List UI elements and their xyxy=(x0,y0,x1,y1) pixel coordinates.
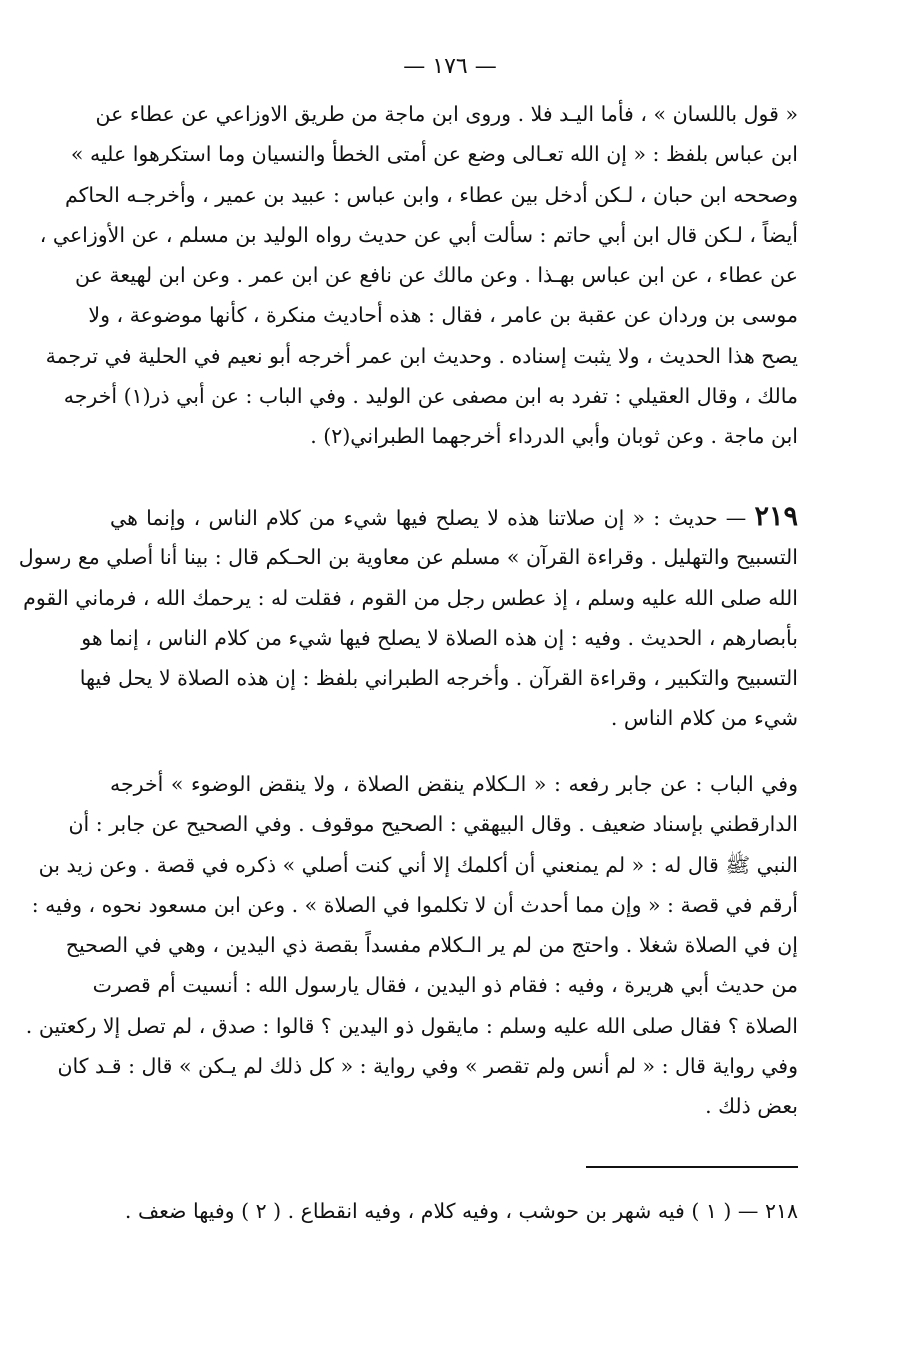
text-line: الصلاة ؟ فقال صلى الله عليه وسلم : مايقول ذو اليدين ؟ قالوا : صدق ، لم تصل إلا ركعتين . xyxy=(25,1013,798,1038)
text-line: النبي ﷺ قال له : « لم يمنعني أن أكلمك إلا أني كنت أصلي » ذكره في قصة . وعن زيد بن xyxy=(38,852,798,877)
footnote-divider xyxy=(586,1166,798,1168)
text-line: مالك ، وقال العقيلي : تفرد به ابن مصفى عن الوليد . وفي الباب : عن أبي ذر(١) أخرجه xyxy=(63,384,798,409)
text-line: إن في الصلاة شغلا . واحتج من لم ير الـكلام مفسداً بقصة ذي اليدين ، وهي في الصحيح xyxy=(65,933,798,958)
text-line: من حديث أبي هريرة ، وفيه : فقام ذو اليدين ، فقال يارسول الله : أنسيت أم قصرت xyxy=(92,973,798,998)
text-line: ابن ماجة . وعن ثوبان وأبي الدرداء أخرجهما الطبراني(٢) . xyxy=(310,424,798,449)
paragraph-3 xyxy=(25,764,798,1127)
text-line: موسى بن وردان عن عقبة بن عامر ، فقال : هذه أحاديث منكرة ، كأنها موضوعة ، ولا xyxy=(88,303,798,328)
footnote: ٢١٨ — ( ١ ) فيه شهر بن حوشب ، وفيه كلام ، وفيه انقطاع . ( ٢ ) وفيها ضعف . xyxy=(124,1199,798,1223)
text-line: عن عطاء ، عن ابن عباس بهـذا . وعن مالك عن نافع عن ابن عمر . وعن ابن لهيعة عن xyxy=(75,263,798,288)
text-line: ابن عباس بلفظ : « إن الله تعـالى وضع عن أمتى الخطأ والنسيان وما استكرهوا عليه » xyxy=(70,142,798,167)
hadith-219 xyxy=(18,497,798,739)
text-line: وفي الباب : عن جابر رفعه : « الـكلام ينقض الصلاة ، ولا ينقض الوضوء » أخرجه xyxy=(110,772,798,796)
text-line: أيضاً ، لـكن قال ابن أبي حاتم : سألت أبي عن حديث رواه الوليد بن مسلم ، عن الأوزاعي ، xyxy=(39,222,798,247)
text-line: التسبيح والتكبير ، وقراءة القرآن . وأخرجه الطبراني بلفظ : إن هذه الصلاة لا يحل فيها xyxy=(79,666,798,691)
text-line: شيء من كلام الناس . xyxy=(610,706,798,731)
text-line: التسبيح والتهليل . وقراءة القرآن » مسلم عن معاوية بن الحـكم قال : بينا أنا أصلي مع رسول xyxy=(18,545,798,570)
paragraph-1 xyxy=(39,94,798,457)
hadith-number: ٢١٩ xyxy=(754,501,798,532)
hadith-first-line xyxy=(110,497,798,537)
hadith-first-line-text: — حديث : « إن صلاتنا هذه لا يصلح فيها شيء من كلام الناس ، وإنما هي xyxy=(110,506,755,530)
text-line: وصححه ابن حبان ، لـكن أدخل بين عطاء ، وابن عباس : عبيد بن عمير ، وأخرجـه الحاكم xyxy=(64,182,798,207)
text-line: بأبصارهم ، الحديث . وفيه : إن هذه الصلاة لا يصلح فيها شيء من كلام الناس ، إنما هو xyxy=(81,625,798,650)
text-line: بعض ذلك . xyxy=(705,1094,798,1119)
text-line: الدارقطني بإسناد ضعيف . وقال البيهقي : الصحيح موقوف . وفي الصحيح عن جابر : أن xyxy=(68,812,798,837)
text-line: أرقم في قصة : « وإن مما أحدث أن لا تكلموا في الصلاة » . وعن ابن مسعود نحوه ، وفيه : xyxy=(31,892,798,917)
page-number: — ١٧٦ — xyxy=(403,54,497,79)
text-line: « قول باللسان » ، فأما اليـد فلا . وروى ابن ماجة من طريق الاوزاعي عن عطاء عن xyxy=(95,102,798,126)
text-line: وفي رواية قال : « لم أنس ولم تقصر » وفي رواية : « كل ذلك لم يـكن » قال : قـد كان xyxy=(57,1054,798,1079)
text-line: الله صلى الله عليه وسلم ، إذ عطس رجل من القوم ، فقلت له : يرحمك الله ، فرماني القوم xyxy=(23,585,798,610)
text-line: يصح هذا الحديث ، ولا يثبت إسناده . وحديث ابن عمر أخرجه أبو نعيم في الحلية في ترجمة xyxy=(45,343,798,368)
